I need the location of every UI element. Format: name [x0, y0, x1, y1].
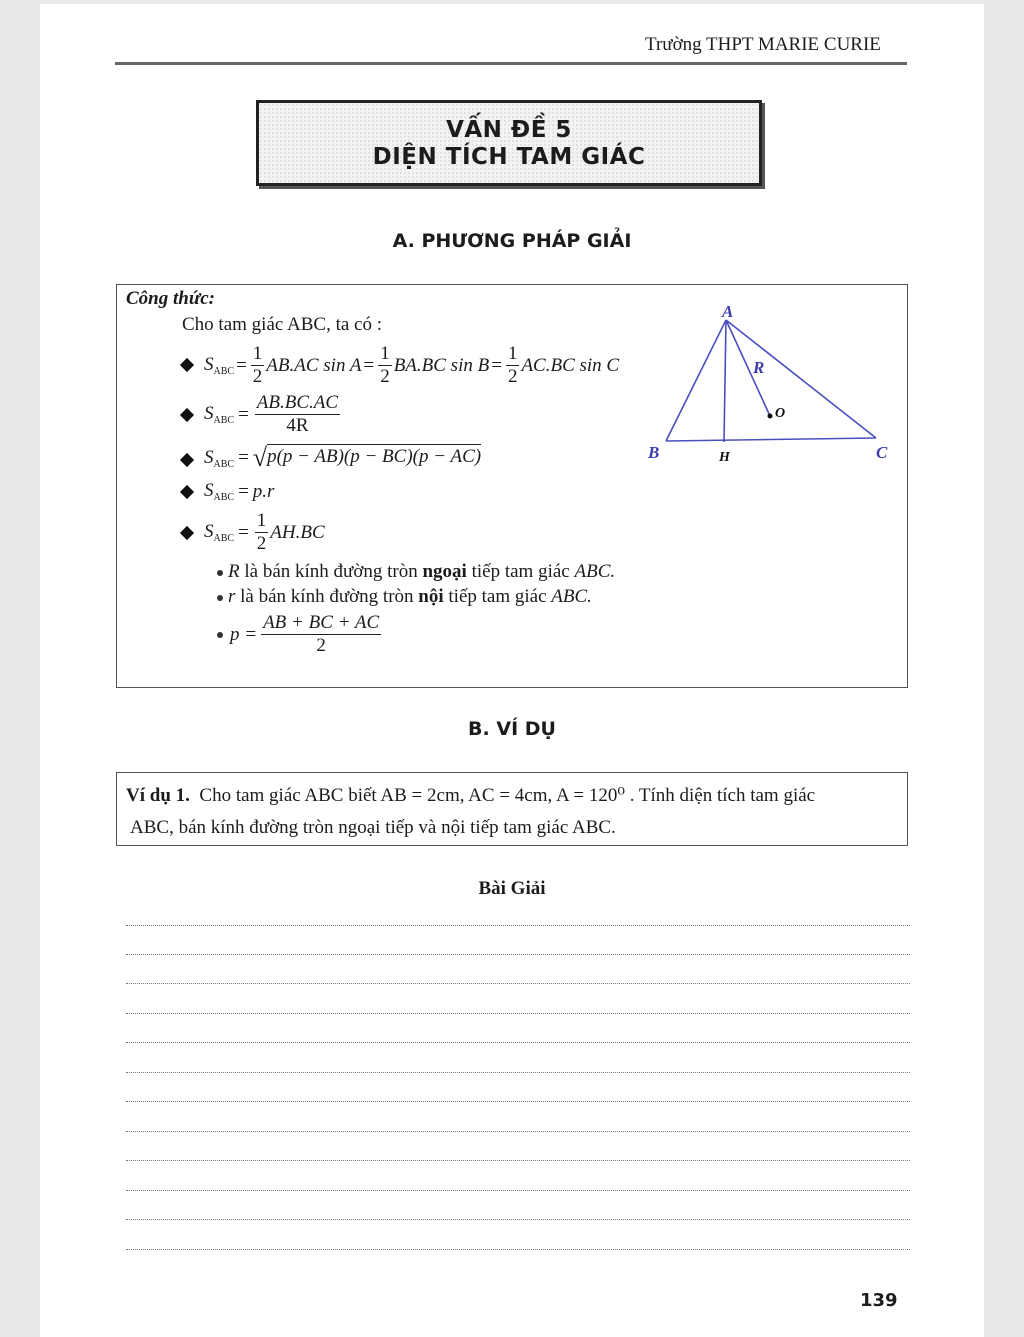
- answer-line[interactable]: [126, 954, 910, 955]
- formula-4: $S_{ABC}$ = p.r: [204, 480, 275, 503]
- vertex-A-label: A: [722, 302, 734, 321]
- school-header: Trường THPT MARIE CURIE: [645, 34, 881, 55]
- note-R: R là bán kính đường tròn ngoại tiếp tam giác ABC.: [228, 561, 616, 582]
- area-symbol: $S_{ABC}$: [204, 354, 235, 377]
- vertex-C-label: C: [876, 443, 888, 462]
- answer-line[interactable]: [126, 1131, 910, 1132]
- center-O-label: O: [775, 406, 786, 421]
- example-line-2: ABC, bán kính đường tròn ngoại tiếp và nội tiếp tam giác ABC.: [130, 817, 616, 838]
- answer-line[interactable]: [126, 925, 910, 926]
- note-bullet-icon: [217, 595, 223, 601]
- chapter-title-line2: DIỆN TÍCH TAM GIÁC: [372, 144, 646, 170]
- semi-perimeter-def: p = $\frac{AB + BC + AC}{2}$: [230, 612, 380, 656]
- note-bullet-icon: [217, 632, 223, 638]
- header-rule: [115, 62, 907, 65]
- formula-3: $S_{ABC}$ = √ p(p − AB)(p − BC)(p − AC): [204, 443, 482, 472]
- triangle-figure: [640, 296, 900, 471]
- answer-line[interactable]: [126, 1101, 910, 1102]
- foot-H-label: H: [719, 450, 730, 465]
- answer-line[interactable]: [126, 1042, 910, 1043]
- chapter-title-line1: VẤN ĐỀ 5: [446, 117, 572, 143]
- section-a-heading: A. PHƯƠNG PHÁP GIẢI: [392, 230, 632, 252]
- answer-line[interactable]: [126, 983, 910, 984]
- section-b-heading: B. VÍ DỤ: [468, 718, 556, 740]
- answer-line[interactable]: [126, 1219, 910, 1220]
- chapter-title-box: [256, 100, 762, 186]
- note-r: r là bán kính đường tròn nội tiếp tam giác ABC.: [228, 586, 592, 607]
- solution-heading: Bài Giải: [478, 878, 546, 899]
- answer-line[interactable]: [126, 1072, 910, 1073]
- answer-line[interactable]: [126, 1160, 910, 1161]
- formula-2: $S_{ABC}$ = $\frac{AB.BC.AC}{4R}$: [204, 392, 339, 436]
- page-number: 139: [860, 1290, 898, 1311]
- vertex-B-label: B: [648, 443, 660, 462]
- radius-R-label: R: [753, 358, 765, 377]
- formula-intro: Cho tam giác ABC, ta có :: [182, 314, 383, 335]
- answer-line[interactable]: [126, 1190, 910, 1191]
- formula-heading: Công thức:: [126, 288, 215, 309]
- answer-line[interactable]: [126, 1249, 910, 1250]
- example-line-1: Ví dụ 1. Cho tam giác ABC biết AB = 2cm, AC = 4cm, A = 120⁰ . Tính diện tích tam giác: [126, 785, 816, 806]
- formula-5: $S_{ABC}$ = $\frac{1}{2}$ AH.BC: [204, 510, 325, 554]
- answer-line[interactable]: [126, 1013, 910, 1014]
- formula-1: $S_{ABC}$ = $\frac{1}{2}$ AB.AC sin A = $\frac{1}{2}$ BA.BC sin B = $\frac{1}{2}$ AC.BC sin C: [204, 343, 620, 387]
- note-bullet-icon: [217, 570, 223, 576]
